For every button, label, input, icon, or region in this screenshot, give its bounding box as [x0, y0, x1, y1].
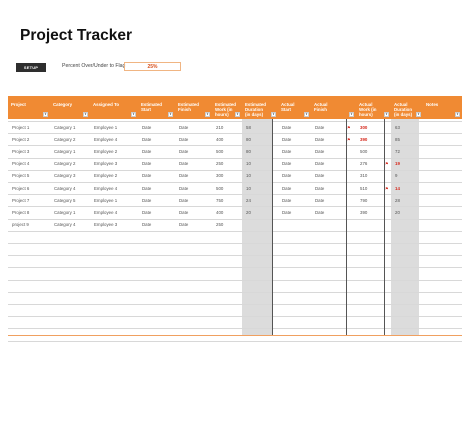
cell-assigned-to[interactable]: Employee 1: [94, 197, 118, 203]
cell-project[interactable]: project 9: [12, 222, 29, 228]
cell-assigned-to[interactable]: Employee 2: [94, 148, 118, 154]
cell-act-duration[interactable]: 28: [395, 197, 400, 203]
cell-act-work[interactable]: 300: [360, 124, 368, 130]
cell-act-work[interactable]: 790: [360, 197, 368, 203]
cell-act-finish[interactable]: Date: [315, 124, 325, 130]
cell-est-finish[interactable]: Date: [179, 185, 189, 191]
column-header-project: [8, 96, 50, 119]
cell-est-work[interactable]: 750: [216, 197, 224, 203]
column-header-category: [50, 96, 90, 119]
column-header-act-start: [278, 96, 311, 119]
cell-est-duration[interactable]: 20: [246, 209, 251, 215]
cell-est-work[interactable]: 250: [216, 161, 224, 167]
actual-duration-divider: [384, 119, 385, 335]
cell-est-work[interactable]: 210: [216, 124, 224, 130]
row-divider: [8, 182, 462, 183]
cell-act-duration[interactable]: 9: [395, 173, 398, 179]
cell-category[interactable]: Category 1: [54, 148, 76, 154]
row-divider: [8, 194, 462, 195]
cell-est-duration[interactable]: 10: [246, 185, 251, 191]
table-bottom-border: [8, 335, 462, 336]
cell-act-finish[interactable]: Date: [315, 185, 325, 191]
cell-est-duration[interactable]: 24: [246, 197, 251, 203]
percent-flag-input[interactable]: 25%: [124, 62, 181, 71]
cell-assigned-to[interactable]: Employee 4: [94, 136, 118, 142]
row-divider: [8, 255, 462, 256]
filter-dropdown-icon[interactable]: ▾: [305, 112, 308, 116]
column-header-notes: [423, 96, 462, 119]
cell-act-start[interactable]: Date: [282, 197, 292, 203]
filter-dropdown-icon[interactable]: ▾: [272, 112, 275, 116]
row-divider: [8, 206, 462, 207]
row-divider: [8, 341, 462, 342]
cell-est-finish[interactable]: Date: [179, 209, 189, 215]
cell-category[interactable]: Category 1: [54, 124, 76, 130]
filter-dropdown-icon[interactable]: ▾: [132, 112, 135, 116]
cell-est-duration[interactable]: 58: [246, 124, 251, 130]
cell-est-start[interactable]: Date: [142, 209, 152, 215]
row-divider: [8, 231, 462, 232]
estimated-actual-divider: [272, 119, 273, 335]
cell-assigned-to[interactable]: Employee 4: [94, 209, 118, 215]
cell-est-start[interactable]: Date: [142, 173, 152, 179]
filter-dropdown-icon[interactable]: ▾: [169, 112, 172, 116]
cell-act-duration[interactable]: 63: [395, 124, 400, 130]
cell-assigned-to[interactable]: Employee 3: [94, 161, 118, 167]
cell-project[interactable]: Project 6: [12, 185, 30, 191]
column-header-label: Actual Start: [281, 102, 295, 113]
row-divider: [8, 170, 462, 171]
cell-act-duration[interactable]: 85: [395, 136, 400, 142]
cell-category[interactable]: Category 2: [54, 136, 76, 142]
page-title: Project Tracker: [20, 27, 133, 44]
setup-button[interactable]: SETUP: [16, 63, 46, 72]
cell-act-finish[interactable]: Date: [315, 161, 325, 167]
cell-est-finish[interactable]: Date: [179, 197, 189, 203]
column-header-est-finish: [175, 96, 212, 119]
cell-act-finish[interactable]: Date: [315, 148, 325, 154]
cell-est-work[interactable]: 400: [216, 136, 224, 142]
actual-work-divider: [346, 119, 347, 335]
percent-flag-label: Percent Over/Under to Flag: [62, 63, 126, 69]
cell-act-start[interactable]: Date: [282, 136, 292, 142]
table-header: [8, 96, 462, 119]
cell-act-start[interactable]: Date: [282, 124, 292, 130]
column-header-label: Category: [53, 102, 73, 107]
filter-dropdown-icon[interactable]: ▾: [44, 112, 47, 116]
cell-category[interactable]: Category 1: [54, 209, 76, 215]
cell-act-work[interactable]: 500: [360, 148, 368, 154]
cell-act-duration[interactable]: 20: [395, 209, 400, 215]
column-header-label: Actual Duration (in days): [394, 102, 413, 118]
cell-act-start[interactable]: Date: [282, 209, 292, 215]
cell-act-finish[interactable]: Date: [315, 136, 325, 142]
cell-act-start[interactable]: Date: [282, 161, 292, 167]
cell-category[interactable]: Category 5: [54, 197, 76, 203]
row-divider: [8, 304, 462, 305]
cell-act-duration[interactable]: 19: [395, 161, 400, 167]
column-header-label: Assigned To: [93, 102, 120, 107]
cell-est-finish[interactable]: Date: [179, 222, 189, 228]
filter-dropdown-icon[interactable]: ▾: [236, 112, 239, 116]
cell-project[interactable]: Project 2: [12, 136, 30, 142]
cell-act-start[interactable]: Date: [282, 173, 292, 179]
cell-act-duration[interactable]: 72: [395, 148, 400, 154]
column-header-label: Notes: [426, 102, 439, 107]
cell-project[interactable]: Project 4: [12, 161, 30, 167]
cell-est-start[interactable]: Date: [142, 136, 152, 142]
cell-act-start[interactable]: Date: [282, 148, 292, 154]
cell-category[interactable]: Category 4: [54, 185, 76, 191]
cell-project[interactable]: Project 8: [12, 209, 30, 215]
cell-project[interactable]: Project 3: [12, 148, 30, 154]
column-header-assigned-to: [90, 96, 138, 119]
filter-dropdown-icon[interactable]: ▾: [350, 112, 353, 116]
row-divider: [8, 316, 462, 317]
cell-est-start[interactable]: Date: [142, 161, 152, 167]
filter-dropdown-icon[interactable]: ▾: [84, 112, 87, 116]
cell-act-work[interactable]: 310: [360, 173, 368, 179]
cell-est-work[interactable]: 250: [216, 222, 224, 228]
row-divider: [8, 292, 462, 293]
column-header-act-duration: [391, 96, 423, 119]
cell-category[interactable]: Category 3: [54, 173, 76, 179]
row-divider: [8, 219, 462, 220]
cell-est-finish[interactable]: Date: [179, 148, 189, 154]
work-flag-icon: ⚑: [347, 124, 351, 130]
cell-est-duration[interactable]: 10: [246, 161, 251, 167]
cell-project[interactable]: Project 5: [12, 173, 30, 179]
cell-act-start[interactable]: Date: [282, 185, 292, 191]
row-divider: [8, 145, 462, 146]
cell-act-work[interactable]: 276: [360, 161, 368, 167]
cell-est-work[interactable]: 500: [216, 185, 224, 191]
column-header-act-work: [356, 96, 391, 119]
cell-est-finish[interactable]: Date: [179, 136, 189, 142]
row-divider: [8, 267, 462, 268]
cell-est-finish[interactable]: Date: [179, 161, 189, 167]
cell-est-start[interactable]: Date: [142, 197, 152, 203]
cell-category[interactable]: Category 2: [54, 161, 76, 167]
cell-assigned-to[interactable]: Employee 4: [94, 185, 118, 191]
column-header-label: Estimated Work (in hours): [215, 102, 236, 118]
cell-act-duration[interactable]: 14: [395, 185, 400, 191]
cell-act-work[interactable]: 510: [360, 185, 368, 191]
cell-est-start[interactable]: Date: [142, 222, 152, 228]
column-header-label: Estimated Finish: [178, 102, 199, 113]
column-header-label: Actual Work (in hours): [359, 102, 377, 118]
cell-assigned-to[interactable]: Employee 3: [94, 222, 118, 228]
cell-est-duration[interactable]: 10: [246, 173, 251, 179]
cell-act-finish[interactable]: Date: [315, 209, 325, 215]
cell-project[interactable]: Project 1: [12, 124, 30, 130]
filter-dropdown-icon[interactable]: ▾: [456, 112, 459, 116]
cell-assigned-to[interactable]: Employee 2: [94, 173, 118, 179]
column-header-label: Estimated Start: [141, 102, 162, 113]
duration-flag-icon: ⚑: [385, 161, 389, 167]
duration-flag-icon: ⚑: [385, 185, 389, 191]
row-divider: [8, 243, 462, 244]
cell-est-duration[interactable]: 80: [246, 136, 251, 142]
cell-est-start[interactable]: Date: [142, 185, 152, 191]
cell-act-finish[interactable]: Date: [315, 173, 325, 179]
cell-est-work[interactable]: 500: [216, 148, 224, 154]
cell-act-work[interactable]: 390: [360, 136, 368, 142]
column-header-est-duration: [242, 96, 278, 119]
cell-category[interactable]: Category 4: [54, 222, 76, 228]
row-divider: [8, 121, 462, 122]
cell-est-work[interactable]: 400: [216, 209, 224, 215]
column-header-label: Actual Finish: [314, 102, 328, 113]
filter-dropdown-icon[interactable]: ▾: [385, 112, 388, 116]
cell-est-start[interactable]: Date: [142, 148, 152, 154]
cell-act-work[interactable]: 390: [360, 209, 368, 215]
row-divider: [8, 133, 462, 134]
cell-est-finish[interactable]: Date: [179, 124, 189, 130]
column-header-act-finish: [311, 96, 356, 119]
cell-est-duration[interactable]: 80: [246, 148, 251, 154]
cell-est-work[interactable]: 300: [216, 173, 224, 179]
cell-est-start[interactable]: Date: [142, 124, 152, 130]
column-header-label: Estimated Duration (in days): [245, 102, 266, 118]
column-header-est-work: [212, 96, 242, 119]
row-divider: [8, 280, 462, 281]
cell-est-finish[interactable]: Date: [179, 173, 189, 179]
column-header-est-start: [138, 96, 175, 119]
filter-dropdown-icon[interactable]: ▾: [206, 112, 209, 116]
column-header-label: Project: [11, 102, 26, 107]
row-divider: [8, 328, 462, 329]
row-divider: [8, 158, 462, 159]
cell-project[interactable]: Project 7: [12, 197, 30, 203]
cell-act-finish[interactable]: Date: [315, 197, 325, 203]
cell-assigned-to[interactable]: Employee 1: [94, 124, 118, 130]
filter-dropdown-icon[interactable]: ▾: [417, 112, 420, 116]
work-flag-icon: ⚑: [347, 136, 351, 142]
